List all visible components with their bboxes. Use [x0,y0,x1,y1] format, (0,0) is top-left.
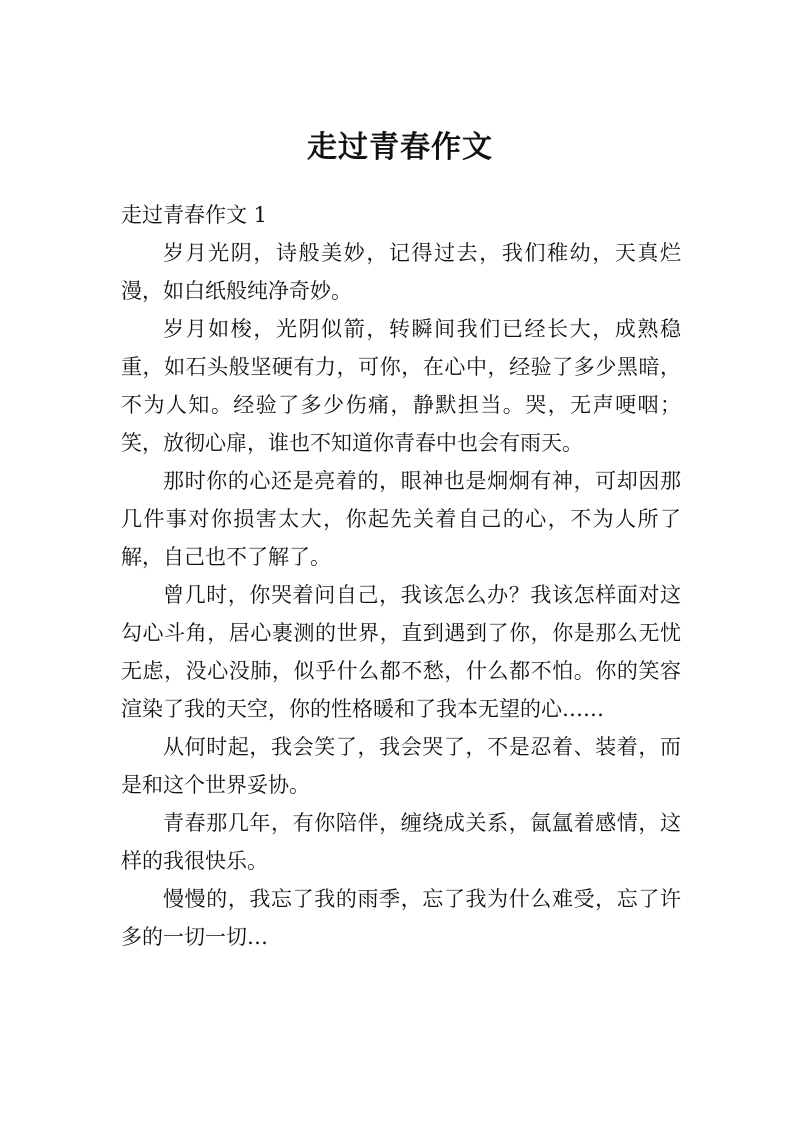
paragraph: 曾几时，你哭着问自己，我该怎么办？我该怎样面对这勾心斗角，居心裹测的世界，直到遇到了你，你是那么无忧无虑，没心没肺，似乎什么都不愁，什么都不怕。你的笑容渲染了我的天空，你的性格暖和了我本无望的心…… [121,583,681,721]
paragraph: 那时你的心还是亮着的，眼神也是炯炯有神，可却因那几件事对你损害太大，你起先关着自己的心，不为人所了解，自己也不了解了。 [121,469,681,569]
paragraph: 从何时起，我会笑了，我会哭了，不是忍着、装着，而是和这个世界妥协。 [121,735,681,797]
document-title: 走过青春作文 [307,130,493,165]
paragraph: 慢慢的，我忘了我的雨季，忘了我为什么难受，忘了许多的一切一切… [121,887,681,949]
paragraph: 青春那几年，有你陪伴，缠绕成关系，氤氲着感情，这样的我很快乐。 [121,811,681,873]
section-heading: 走过青春作文 1 [121,203,268,227]
document-body [121,196,681,956]
paragraph: 岁月如梭，光阴似箭，转瞬间我们已经长大，成熟稳重，如石头般坚硬有力，可你，在心中，经验了多少黑暗，不为人知。经验了多少伤痛，静默担当。哭，无声哽咽；笑，放彻心扉，谁也不知道你青春中也会有雨天。 [121,317,681,455]
paragraph: 岁月光阴，诗般美妙，记得过去，我们稚幼，天真烂漫，如白纸般纯净奇妙。 [121,241,681,303]
